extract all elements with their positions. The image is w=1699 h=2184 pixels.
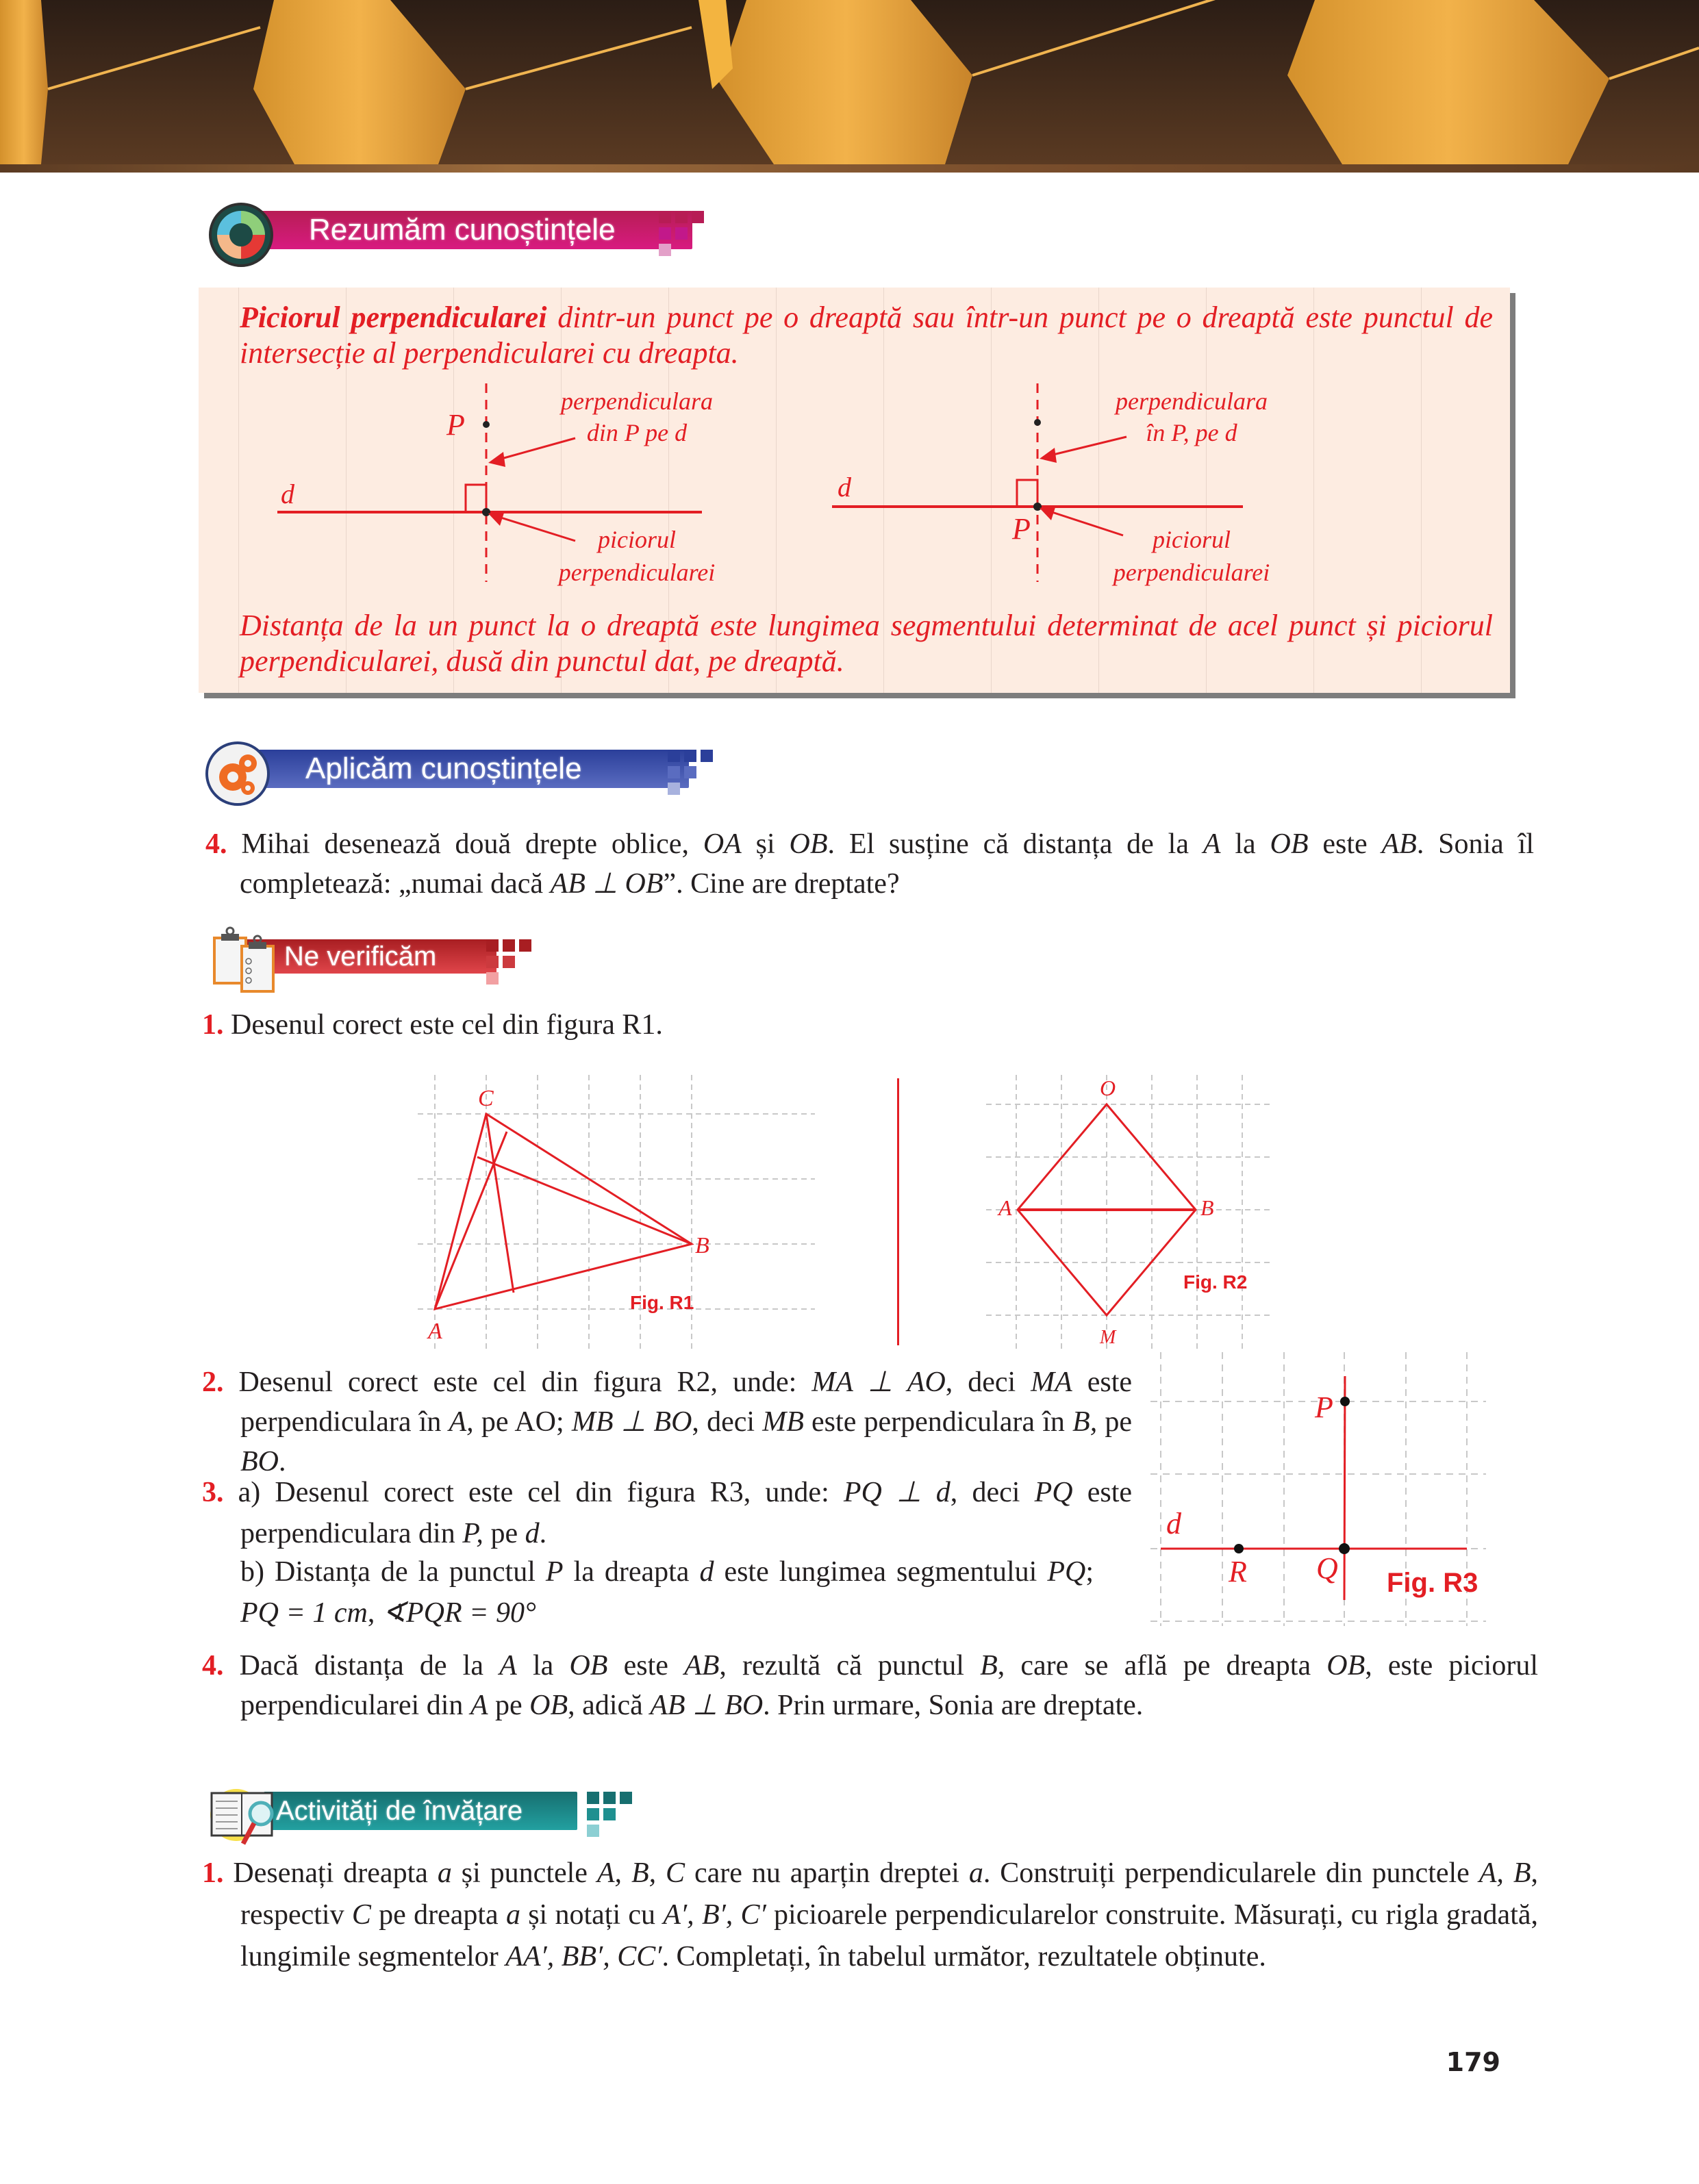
annotation-foot-1: piciorul [598, 526, 676, 553]
answer-3a [202, 1472, 1132, 1554]
text: la dreapta [563, 1556, 700, 1588]
figure-separator [897, 1078, 899, 1345]
math-formula: ∢PQR = 90° [381, 1597, 536, 1629]
figure-r1 [418, 1075, 829, 1349]
point-label-P: P [446, 408, 465, 442]
line-label-d: d [838, 472, 851, 503]
text: b) Distanța de la punctul [240, 1556, 546, 1588]
text: este lungimea segmentului [714, 1556, 1048, 1588]
text: pe [1097, 1406, 1133, 1438]
math: MB [762, 1406, 804, 1438]
point-label-P: P [1315, 1391, 1333, 1424]
annotation-foot-1: piciorul [1153, 526, 1231, 553]
math: B, [1072, 1406, 1098, 1438]
math: A [499, 1650, 517, 1681]
math-formula: MB ⊥ BO [571, 1406, 692, 1438]
text: la [1220, 828, 1270, 860]
math: C [351, 1899, 371, 1931]
text: pe [483, 1518, 525, 1549]
annotation-perpendicular-1: perpendiculara [561, 388, 713, 415]
math: a [968, 1857, 983, 1889]
text: ; [1085, 1556, 1094, 1588]
math: BO [240, 1446, 279, 1477]
math: B [980, 1650, 998, 1681]
section-title: Aplicăm cunoștințele [240, 750, 689, 788]
vertex-label-B: B [695, 1233, 709, 1258]
decor-square [659, 244, 671, 256]
vertex-label-B: B [1200, 1195, 1214, 1220]
text: , este piciorul perpendicularei din [240, 1650, 1539, 1721]
decor-square [620, 1792, 632, 1804]
math: a [505, 1899, 520, 1931]
decor-square [659, 211, 671, 223]
math: OB [569, 1650, 608, 1681]
vertex-label-A: A [998, 1195, 1012, 1220]
section-header-aplicam [205, 741, 740, 800]
text: Desenul corect este cel din figura R1. [223, 1009, 663, 1041]
math-formula: MA ⊥ AO [811, 1367, 946, 1398]
figure-r2 [986, 1075, 1274, 1349]
text: este perpendiculara în [803, 1406, 1073, 1438]
text: pe AO; [473, 1406, 572, 1438]
text: . [279, 1446, 286, 1477]
text: , deci [945, 1367, 1031, 1398]
math: A [470, 1690, 488, 1721]
math: PQ [1047, 1556, 1086, 1588]
text: este perpendiculara în [240, 1367, 1133, 1438]
text: , [367, 1597, 382, 1629]
point-label-R: R [1229, 1555, 1247, 1588]
decor-square [603, 1808, 616, 1820]
math: d [699, 1556, 714, 1588]
cycle-arrows-icon [209, 203, 273, 267]
annotation-perpendicular-2: din P pe d [586, 419, 688, 446]
math: OB [529, 1690, 568, 1721]
decor-square [587, 1792, 599, 1804]
decor-square [587, 1808, 599, 1820]
section-title: Activități de învățare [264, 1792, 577, 1830]
activity-number: 1. [202, 1857, 224, 1889]
text: și punctele [451, 1857, 597, 1889]
decor-square [701, 750, 713, 762]
math: A, B, C [596, 1857, 685, 1889]
line-label-d: d [281, 479, 294, 509]
exercise-number: 4. [205, 828, 227, 860]
section-header-activitati [209, 1783, 654, 1842]
summary-box [199, 288, 1510, 693]
math: OB [1326, 1650, 1366, 1681]
text: , care se află pe dreapta [997, 1650, 1327, 1681]
annotation-foot-2: perpendicularei [558, 559, 716, 586]
section-header-verificam [209, 926, 551, 985]
text: , deci [950, 1477, 1035, 1508]
text: la [516, 1650, 570, 1681]
text: și [741, 828, 790, 860]
book-magnifier-icon [209, 1783, 284, 1849]
decor-square [684, 750, 696, 762]
math: OB [789, 828, 828, 860]
text: Mihai desenează două drepte oblice, [227, 828, 703, 860]
decor-square [668, 783, 680, 795]
section-title: Ne verificăm [243, 939, 496, 974]
figure-caption: Fig. R1 [630, 1292, 694, 1313]
answer-number: 2. [202, 1367, 224, 1398]
answer-number: 3. [202, 1477, 224, 1508]
vertex-label-M: M [1100, 1327, 1116, 1348]
text: , rezultă că punctul [719, 1650, 981, 1681]
exercise-4 [205, 824, 1534, 904]
text: Desenul corect este cel din figura R2, unde: [223, 1367, 812, 1398]
text: , adică [568, 1690, 651, 1721]
decor-square [659, 227, 671, 240]
definition-distance: Distanța de la un punct la o dreaptă este lungimea segmentului determinat de acel punct și piciorul perpendicularei, dusă din punctul dat, pe dreaptă. [240, 609, 1493, 678]
figure-caption: Fig. R3 [1387, 1568, 1478, 1598]
vertex-label-O: O [1100, 1076, 1116, 1100]
math: OB [1270, 828, 1309, 860]
point-label-Q: Q [1316, 1551, 1338, 1585]
text: . Prin urmare, Sonia are dreptate. [763, 1690, 1144, 1721]
text: . El susține că distanța de la [827, 828, 1203, 860]
header-divider-strip [0, 164, 1699, 173]
decor-square [603, 1792, 616, 1804]
definition-foot-of-perpendicular [240, 300, 1493, 371]
figure-perpendicular-from-point [260, 383, 808, 602]
clipboard-checklist-icon [209, 926, 284, 994]
text: , deci [692, 1406, 763, 1438]
math: a [437, 1857, 452, 1889]
text: și notați cu [520, 1899, 664, 1931]
gears-icon [205, 741, 270, 806]
text: este [1308, 828, 1382, 860]
text: este [607, 1650, 685, 1681]
math: P [545, 1556, 564, 1588]
decor-square [675, 211, 688, 223]
definition-term: Piciorul perpendicularei [240, 301, 547, 334]
text: . [539, 1518, 547, 1549]
math-formula: AB ⊥ OB [550, 868, 664, 900]
math: d [525, 1518, 540, 1549]
annotation-foot-2: perpendicularei [1113, 559, 1270, 586]
figure-caption: Fig. R2 [1183, 1271, 1248, 1293]
vertex-label-A: A [428, 1319, 442, 1344]
section-title: Rezumăm cunoștințele [243, 211, 692, 249]
vertex-label-C: C [478, 1086, 494, 1111]
point-label-P: P [1012, 512, 1031, 546]
decor-square [668, 766, 680, 778]
math: OA [703, 828, 742, 860]
math-formula: PQ ⊥ d [843, 1477, 951, 1508]
math-formula: PQ = 1 cm [240, 1597, 368, 1629]
text: , respectiv [240, 1857, 1538, 1931]
text: pe [488, 1690, 530, 1721]
text: este perpendiculara din [240, 1477, 1133, 1549]
answer-number: 1. [202, 1009, 224, 1041]
decor-square [668, 750, 680, 762]
decor-square [692, 211, 704, 223]
math: PQ [1034, 1477, 1073, 1508]
figure-r3 [1144, 1352, 1493, 1626]
decor-square [519, 939, 531, 952]
text: pe dreapta [370, 1899, 506, 1931]
decor-square [486, 956, 499, 968]
line-label-d: d [1166, 1507, 1181, 1540]
annotation-perpendicular-2: în P, pe d [1146, 419, 1237, 446]
answer-3b [240, 1551, 1094, 1634]
math-formula: AB ⊥ BO [650, 1690, 764, 1721]
answer-number: 4. [202, 1650, 224, 1681]
decor-square [486, 939, 499, 952]
math: AB [684, 1650, 720, 1681]
decor-square [675, 227, 688, 240]
section-header-rezumam [209, 203, 722, 262]
text: . Completați, în tabelul următor, rezultatele obținute. [662, 1941, 1266, 1972]
answer-2 [202, 1362, 1132, 1482]
definition-text: dintr-un punct pe o dreaptă sau într-un punct pe o dreaptă este punctul de intersecție al perpendicularei cu dreapta. [240, 301, 1494, 370]
decor-square [486, 972, 499, 985]
math: A′, B′, C′ [663, 1899, 766, 1931]
answer-1 [202, 1005, 1496, 1045]
math: MA [1031, 1367, 1072, 1398]
text: a) Desenul corect este cel din figura R3, unde: [223, 1477, 844, 1508]
annotation-perpendicular-1: perpendiculara [1116, 388, 1268, 415]
text: ”. Cine are dreptate? [663, 868, 900, 900]
decor-square [684, 766, 696, 778]
math: A, [449, 1406, 474, 1438]
math: AA′, BB′, CC′ [505, 1941, 662, 1972]
math: A, B [1478, 1857, 1531, 1889]
math: P, [462, 1518, 483, 1549]
text: Desenați dreapta [223, 1857, 438, 1889]
activity-1 [202, 1853, 1538, 1978]
answer-4 [202, 1646, 1538, 1725]
text: picioarele perpendicularelor construite. Măsurați, cu rigla gradată, lungimile segmentelor [240, 1899, 1539, 1972]
header-banner-image [0, 0, 1699, 164]
decor-square [587, 1825, 599, 1837]
text: care nu aparțin dreptei [685, 1857, 969, 1889]
text: . Construiți perpendicularele din punctele [983, 1857, 1479, 1889]
text: . Sonia îl completează: „numai dacă [240, 828, 1535, 900]
figure-perpendicular-at-point [818, 383, 1503, 602]
text: Dacă distanța de la [223, 1650, 500, 1681]
page-number: 179 [1446, 2047, 1500, 2077]
decor-square [503, 956, 515, 968]
decor-square [503, 939, 515, 952]
math: AB [1381, 828, 1417, 860]
math: A [1203, 828, 1221, 860]
